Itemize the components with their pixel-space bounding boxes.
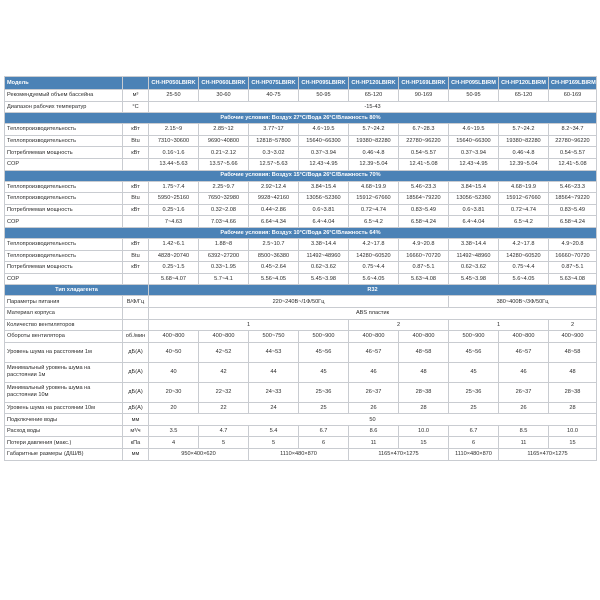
cell-value: 14280~60520 — [349, 250, 399, 262]
cell-value: 5.68~4.07 — [149, 273, 199, 285]
row-label: Потребляемая мощность — [5, 262, 123, 274]
cell-value: 5.46~23.3 — [549, 181, 597, 193]
cell-value: 2 — [349, 319, 449, 331]
model-name: CH-HP120LBIRK — [349, 77, 399, 90]
refrigerant-value: R32 — [149, 285, 597, 296]
row-power-input — [5, 204, 597, 216]
cell-value: 3.5 — [149, 425, 199, 437]
cell-value: 45 — [449, 362, 499, 382]
cell-value: 6.7~28.3 — [399, 124, 449, 136]
cell-value: 0.72~4.74 — [499, 204, 549, 216]
cell-value: 0.83~5.49 — [549, 204, 597, 216]
cell-value: 4.9~20.8 — [549, 238, 597, 250]
row-unit: °C — [123, 101, 149, 113]
cell-value: 12818~57800 — [249, 135, 299, 147]
cell-value: 12.39~5.04 — [349, 158, 399, 170]
cell-value: 90-169 — [399, 90, 449, 102]
cell-value: 5.63~4.08 — [399, 273, 449, 285]
cell-value: 0.6~3.81 — [449, 204, 499, 216]
section-title: Рабочие условия: Воздух 15°C/Вода 26°C/Влажность 70% — [5, 170, 597, 181]
cell-value: 220~240В~/1Ф/50Гц — [149, 296, 449, 308]
cell-value: 4.2~17.8 — [499, 238, 549, 250]
cell-value: 28 — [549, 402, 597, 414]
row-housing — [5, 307, 597, 319]
row-power-supply — [5, 296, 597, 308]
row-label: Количество вентиляторов — [5, 319, 123, 331]
cell-value: 50 — [149, 414, 597, 426]
cell-value: 28~38 — [549, 382, 597, 402]
model-name: CH-HP120LBIRM — [499, 77, 549, 90]
cell-value: 0.44~2.86 — [249, 204, 299, 216]
cell-value: 6.7 — [299, 425, 349, 437]
cell-value: 8.5 — [499, 425, 549, 437]
row-label: COP — [5, 216, 123, 228]
cell-value: 0.83~5.49 — [399, 204, 449, 216]
cell-value: 400~900 — [549, 331, 597, 343]
cell-value: 13.44~5.63 — [149, 158, 199, 170]
cell-value: 0.32~2.08 — [199, 204, 249, 216]
row-label: Уровень шума на расстоянии 1м — [5, 342, 123, 362]
cell-value: 12.43~4.95 — [299, 158, 349, 170]
cell-value: 0.37~3.94 — [449, 147, 499, 159]
cell-value: 0.75~4.4 — [349, 262, 399, 274]
cell-value: 28~38 — [399, 382, 449, 402]
cell-value: 9928~42160 — [249, 193, 299, 205]
row-temp-range — [5, 101, 597, 113]
cell-value: 15912~67660 — [349, 193, 399, 205]
row-noise-1m — [5, 342, 597, 362]
cell-value: 16660~70720 — [399, 250, 449, 262]
row-unit: кВт — [123, 262, 149, 274]
row-heat-btu — [5, 135, 597, 147]
cell-value: 26~37 — [349, 382, 399, 402]
cell-value: 15 — [549, 437, 597, 449]
cell-value: 11492~48960 — [299, 250, 349, 262]
row-unit: Btu — [123, 193, 149, 205]
cell-value: 48~58 — [549, 342, 597, 362]
cell-value: 19380~82280 — [499, 135, 549, 147]
cell-value: 6 — [449, 437, 499, 449]
cell-value: 5 — [249, 437, 299, 449]
row-unit: кВт — [123, 181, 149, 193]
cell-value: 48~58 — [399, 342, 449, 362]
row-label: Диапазон рабочих температур — [5, 101, 123, 113]
cell-value: 4 — [149, 437, 199, 449]
row-label: Теплопроизводительность — [5, 238, 123, 250]
cell-value: 500~750 — [249, 331, 299, 343]
cell-value: 380~400В~/3Ф/50Гц — [449, 296, 597, 308]
cell-value: 6392~27200 — [199, 250, 249, 262]
row-cop — [5, 216, 597, 228]
cell-value: 15640~66300 — [299, 135, 349, 147]
cell-value: 0.62~3.62 — [449, 262, 499, 274]
refrigerant-label: Тип хладагента — [5, 285, 149, 296]
cell-value: 1110×480×870 — [449, 449, 499, 461]
cell-value: 0.46~4.8 — [349, 147, 399, 159]
cell-value: 7~4.63 — [149, 216, 199, 228]
row-fan-count — [5, 319, 597, 331]
cell-value: 500~900 — [449, 331, 499, 343]
cell-value: 5.7~24.2 — [499, 124, 549, 136]
row-cop — [5, 158, 597, 170]
cell-value: 44 — [249, 362, 299, 382]
cell-value: 44~53 — [249, 342, 299, 362]
row-label: Теплопроизводительность — [5, 193, 123, 205]
row-dimensions — [5, 449, 597, 461]
cell-value: 13056~52360 — [449, 193, 499, 205]
cell-value: -15-43 — [149, 101, 597, 113]
cell-value: 13.57~5.66 — [199, 158, 249, 170]
row-label: Потребляемая мощность — [5, 147, 123, 159]
cell-value: 0.21~2.12 — [199, 147, 249, 159]
row-noise-min-1m — [5, 362, 597, 382]
cell-value: 60-169 — [549, 90, 597, 102]
section-heading — [5, 170, 597, 181]
cell-value: 16660~70720 — [549, 250, 597, 262]
row-unit — [123, 273, 149, 285]
cell-value: 2 — [549, 319, 597, 331]
row-unit: Btu — [123, 250, 149, 262]
cell-value: 50-95 — [299, 90, 349, 102]
row-unit: мм — [123, 414, 149, 426]
cell-value: 12.41~5.08 — [549, 158, 597, 170]
row-label: Расход воды — [5, 425, 123, 437]
cell-value: 0.87~5.1 — [549, 262, 597, 274]
cell-value: 0.62~3.62 — [299, 262, 349, 274]
row-unit: мм — [123, 449, 149, 461]
cell-value: 65-120 — [499, 90, 549, 102]
row-heat-kw — [5, 181, 597, 193]
cell-value: 24 — [249, 402, 299, 414]
cell-value: 5950~25160 — [149, 193, 199, 205]
cell-value: 22~32 — [199, 382, 249, 402]
cell-value: 4.2~17.8 — [349, 238, 399, 250]
spec-table — [4, 76, 597, 461]
cell-value: 24~33 — [249, 382, 299, 402]
cell-value: 26 — [499, 402, 549, 414]
cell-value: 4.68~19.9 — [349, 181, 399, 193]
cell-value: 6.5~4.2 — [349, 216, 399, 228]
cell-value: 5.56~4.05 — [249, 273, 299, 285]
row-fan-speed — [5, 331, 597, 343]
cell-value: 25~36 — [299, 382, 349, 402]
cell-value: 8.2~34.7 — [549, 124, 597, 136]
cell-value: 46 — [349, 362, 399, 382]
header-row — [5, 77, 597, 90]
row-label: Подключение воды — [5, 414, 123, 426]
cell-value: 6.64~4.34 — [249, 216, 299, 228]
cell-value: 5.46~23.3 — [399, 181, 449, 193]
cell-value: 25-50 — [149, 90, 199, 102]
row-label: Теплопроизводительность — [5, 135, 123, 147]
cell-value: 12.41~5.08 — [399, 158, 449, 170]
cell-value: 2.5~10.7 — [249, 238, 299, 250]
cell-value: 40 — [149, 362, 199, 382]
row-water-flow — [5, 425, 597, 437]
cell-value: 8500~36380 — [249, 250, 299, 262]
cell-value: 30-60 — [199, 90, 249, 102]
cell-value: 10.0 — [549, 425, 597, 437]
row-water-connection — [5, 414, 597, 426]
cell-value: 3.38~14.4 — [299, 238, 349, 250]
row-heat-btu — [5, 250, 597, 262]
cell-value: 13056~52360 — [299, 193, 349, 205]
row-unit: м³/ч — [123, 425, 149, 437]
cell-value: 20 — [149, 402, 199, 414]
row-label: Габаритные размеры (Д/Ш/В) — [5, 449, 123, 461]
row-unit: дБ(A) — [123, 402, 149, 414]
row-label: Минимальный уровень шума на расстоянии 10м — [5, 382, 123, 402]
cell-value: 6.58~4.24 — [549, 216, 597, 228]
row-unit: кВт — [123, 238, 149, 250]
cell-value: 0.54~5.57 — [549, 147, 597, 159]
cell-value: 4.7 — [199, 425, 249, 437]
row-label: Потребляемая мощность — [5, 204, 123, 216]
cell-value: 2.92~12.4 — [249, 181, 299, 193]
row-label: Рекомендуемый объем бассейна — [5, 90, 123, 102]
cell-value: 3.38~14.4 — [449, 238, 499, 250]
cell-value: 40-75 — [249, 90, 299, 102]
cell-value: 0.54~5.57 — [399, 147, 449, 159]
row-unit: кВт — [123, 204, 149, 216]
cell-value: 400~800 — [349, 331, 399, 343]
cell-value: 6.58~4.24 — [399, 216, 449, 228]
cell-value: 6.5~4.2 — [499, 216, 549, 228]
cell-value: 12.43~4.95 — [449, 158, 499, 170]
cell-value: 1 — [449, 319, 549, 331]
cell-value: 6 — [299, 437, 349, 449]
cell-value: 25~36 — [449, 382, 499, 402]
row-power-input — [5, 262, 597, 274]
cell-value: 45~56 — [299, 342, 349, 362]
cell-value: 4.6~19.5 — [449, 124, 499, 136]
row-unit: В/Ф/Гц — [123, 296, 149, 308]
cell-value: 5.6~4.05 — [499, 273, 549, 285]
cell-value: 1.88~8 — [199, 238, 249, 250]
cell-value: ABS пластик — [149, 307, 597, 319]
cell-value: 28 — [399, 402, 449, 414]
cell-value: 5.45~3.98 — [449, 273, 499, 285]
cell-value: 20~30 — [149, 382, 199, 402]
cell-value: 46~57 — [499, 342, 549, 362]
cell-value: 6.7 — [449, 425, 499, 437]
cell-value: 15 — [399, 437, 449, 449]
cell-value: 11 — [499, 437, 549, 449]
row-noise-min-10m — [5, 382, 597, 402]
header-label: Модель — [5, 77, 123, 90]
row-label: Теплопроизводительность — [5, 124, 123, 136]
row-unit: м³ — [123, 90, 149, 102]
cell-value: 1165×470×1275 — [349, 449, 449, 461]
row-unit: кВт — [123, 124, 149, 136]
cell-value: 2.25~9.7 — [199, 181, 249, 193]
header-unit — [123, 77, 149, 90]
cell-value: 0.72~4.74 — [349, 204, 399, 216]
cell-value: 45 — [299, 362, 349, 382]
cell-value: 0.37~3.94 — [299, 147, 349, 159]
cell-value: 8.6 — [349, 425, 399, 437]
cell-value: 11 — [349, 437, 399, 449]
model-name: CH-HP095LBIRM — [449, 77, 499, 90]
cell-value: 0.75~4.4 — [499, 262, 549, 274]
cell-value: 11492~48960 — [449, 250, 499, 262]
cell-value: 400~800 — [149, 331, 199, 343]
row-unit: кВт — [123, 147, 149, 159]
row-noise-10m — [5, 402, 597, 414]
cell-value: 7.03~4.66 — [199, 216, 249, 228]
model-name: CH-HP169LBIRM — [549, 77, 597, 90]
cell-value: 1 — [149, 319, 349, 331]
row-label: Уровень шума на расстоянии 10м — [5, 402, 123, 414]
cell-value: 0.25~1.6 — [149, 204, 199, 216]
cell-value: 22780~96220 — [399, 135, 449, 147]
cell-value: 400~800 — [199, 331, 249, 343]
cell-value: 5.45~3.98 — [299, 273, 349, 285]
cell-value: 4828~20740 — [149, 250, 199, 262]
row-label: Потери давления (макс.) — [5, 437, 123, 449]
row-unit: дБ(A) — [123, 382, 149, 402]
row-unit — [123, 158, 149, 170]
row-power-input — [5, 147, 597, 159]
cell-value: 950×400×620 — [149, 449, 249, 461]
row-unit: Btu — [123, 135, 149, 147]
cell-value: 2.15~9 — [149, 124, 199, 136]
cell-value: 4.6~19.5 — [299, 124, 349, 136]
cell-value: 3.84~15.4 — [449, 181, 499, 193]
row-unit: дБ(A) — [123, 362, 149, 382]
cell-value: 18564~79220 — [399, 193, 449, 205]
cell-value: 14280~60520 — [499, 250, 549, 262]
row-unit — [123, 319, 149, 331]
cell-value: 40~50 — [149, 342, 199, 362]
section-heading — [5, 227, 597, 238]
cell-value: 500~900 — [299, 331, 349, 343]
cell-value: 15912~67660 — [499, 193, 549, 205]
cell-value: 12.57~5.63 — [249, 158, 299, 170]
row-heat-kw — [5, 124, 597, 136]
cell-value: 25 — [449, 402, 499, 414]
cell-value: 26 — [349, 402, 399, 414]
row-unit — [123, 216, 149, 228]
cell-value: 5 — [199, 437, 249, 449]
cell-value: 5.7~4.1 — [199, 273, 249, 285]
cell-value: 42 — [199, 362, 249, 382]
cell-value: 0.45~2.64 — [249, 262, 299, 274]
cell-value: 3.77~17 — [249, 124, 299, 136]
model-name: CH-HP075LBIRK — [249, 77, 299, 90]
cell-value: 15640~66300 — [449, 135, 499, 147]
section-title: Рабочие условия: Воздух 10°C/Вода 26°C/Влажность 64% — [5, 227, 597, 238]
cell-value: 7650~32980 — [199, 193, 249, 205]
cell-value: 25 — [299, 402, 349, 414]
cell-value: 1.42~6.1 — [149, 238, 199, 250]
row-unit: кПа — [123, 437, 149, 449]
refrigerant-row — [5, 285, 597, 296]
row-unit — [123, 307, 149, 319]
cell-value: 0.87~5.1 — [399, 262, 449, 274]
cell-value: 4.9~20.8 — [399, 238, 449, 250]
row-label: COP — [5, 158, 123, 170]
cell-value: 5.6~4.05 — [349, 273, 399, 285]
cell-value: 1110×480×870 — [249, 449, 349, 461]
cell-value: 7310~30600 — [149, 135, 199, 147]
cell-value: 0.46~4.8 — [499, 147, 549, 159]
model-name: CH-HP169LBIRK — [399, 77, 449, 90]
cell-value: 65-120 — [349, 90, 399, 102]
cell-value: 48 — [399, 362, 449, 382]
row-label: Обороты вентилятора — [5, 331, 123, 343]
cell-value: 45~56 — [449, 342, 499, 362]
cell-value: 0.6~3.81 — [299, 204, 349, 216]
cell-value: 22780~96220 — [549, 135, 597, 147]
cell-value: 4.68~19.9 — [499, 181, 549, 193]
row-cop — [5, 273, 597, 285]
cell-value: 400~800 — [499, 331, 549, 343]
cell-value: 6.4~4.04 — [449, 216, 499, 228]
cell-value: 5.7~24.2 — [349, 124, 399, 136]
section-heading — [5, 113, 597, 124]
row-label: Минимальный уровень шума на расстоянии 1м — [5, 362, 123, 382]
cell-value: 22 — [199, 402, 249, 414]
cell-value: 50-95 — [449, 90, 499, 102]
cell-value: 0.16~1.6 — [149, 147, 199, 159]
cell-value: 0.33~1.95 — [199, 262, 249, 274]
cell-value: 19380~82280 — [349, 135, 399, 147]
row-unit: об./мин — [123, 331, 149, 343]
row-pressure-loss — [5, 437, 597, 449]
cell-value: 6.4~4.04 — [299, 216, 349, 228]
row-label: Теплопроизводительность — [5, 250, 123, 262]
model-name: CH-HP060LBIRK — [199, 77, 249, 90]
cell-value: 26~37 — [499, 382, 549, 402]
cell-value: 0.25~1.5 — [149, 262, 199, 274]
row-heat-kw — [5, 238, 597, 250]
cell-value: 9690~40800 — [199, 135, 249, 147]
cell-value: 0.3~3.02 — [249, 147, 299, 159]
model-name: CH-HP050LBIRK — [149, 77, 199, 90]
cell-value: 46~57 — [349, 342, 399, 362]
row-label: Теплопроизводительность — [5, 181, 123, 193]
cell-value: 42~52 — [199, 342, 249, 362]
row-unit: дБ(A) — [123, 342, 149, 362]
cell-value: 12.39~5.04 — [499, 158, 549, 170]
row-label: Материал корпуса — [5, 307, 123, 319]
cell-value: 10.0 — [399, 425, 449, 437]
row-pool-volume — [5, 90, 597, 102]
section-title: Рабочие условия: Воздух 27°C/Вода 26°C/Влажность 80% — [5, 113, 597, 124]
cell-value: 400~800 — [399, 331, 449, 343]
row-heat-btu — [5, 193, 597, 205]
cell-value: 1165×470×1275 — [499, 449, 597, 461]
cell-value: 18564~79220 — [549, 193, 597, 205]
row-label: Параметры питания — [5, 296, 123, 308]
cell-value: 2.85~12 — [199, 124, 249, 136]
model-name: CH-HP095LBIRK — [299, 77, 349, 90]
cell-value: 5.4 — [249, 425, 299, 437]
cell-value: 46 — [499, 362, 549, 382]
row-label: COP — [5, 273, 123, 285]
cell-value: 1.75~7.4 — [149, 181, 199, 193]
cell-value: 5.63~4.08 — [549, 273, 597, 285]
cell-value: 3.84~15.4 — [299, 181, 349, 193]
cell-value: 48 — [549, 362, 597, 382]
